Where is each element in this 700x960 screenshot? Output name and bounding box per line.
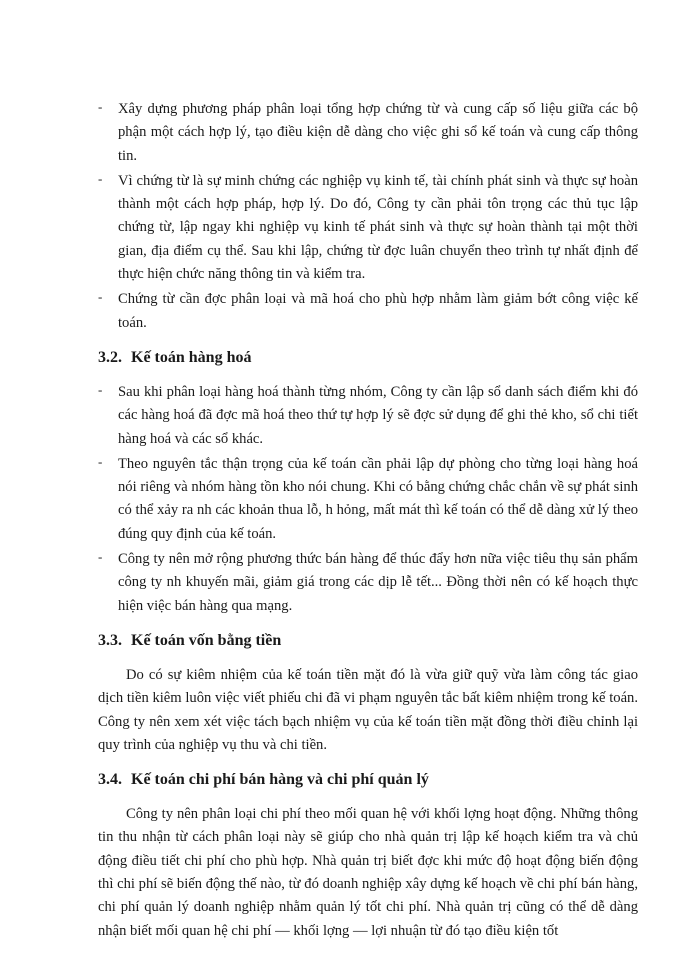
section-number: 3.3. xyxy=(98,631,122,649)
section-title: Kế toán hàng hoá xyxy=(131,348,252,366)
section-title: Kế toán vốn bằng tiền xyxy=(131,631,282,649)
dash-bullet-icon: - xyxy=(98,99,103,114)
list-item: - Xây dựng phương pháp phân loại tổng hợp chứng từ và cung cấp số liệu giữa các bộ phận một cách hợp lý, tạo điều kiện dễ dàng cho việc ghi sổ kế toán và cung cấp thông tin. xyxy=(98,98,638,168)
section-heading-3-3 xyxy=(98,630,638,652)
paragraph-chi-phi: Công ty nên phân loại chi phí theo mối quan hệ với khối lợng hoạt động. Những thông tin thu nhận từ cách phân loại này sẽ giúp cho nhà quản trị lập kế hoạch kiểm tra và chủ động điều tiết chi phí cho phù hợp. Nhà quản trị biết đợc khi mức độ hoạt động biến động thì chi phí sẽ biến động thế nào, từ đó doanh nghiệp xây dựng kế hoạch về chi phí bán hàng, chi phí quản lý doanh nghiệp nhằm quản lý tốt chi phí. Nhà quản trị cũng có thể dễ dàng nhận biết mối quan hệ chi phí — khối lợng — lợi nhuận từ đó tạo điều kiện tốt xyxy=(98,806,638,939)
list-item: - Công ty nên mở rộng phương thức bán hàng để thúc đẩy hơn nữa việc tiêu thụ sản phẩm công ty nh khuyến mãi, giảm giá trong các dịp lễ tết... Đồng thời nên có kế hoạch thực hiện việc bán hàng qua mạng. xyxy=(98,548,638,618)
section-heading-3-4 xyxy=(98,769,638,791)
dash-bullet-icon: - xyxy=(98,453,103,469)
section-heading-3-2 xyxy=(98,347,638,369)
dash-bullet-icon: - xyxy=(98,549,103,565)
section-number: 3.4. xyxy=(98,771,122,789)
dash-bullet-icon: - xyxy=(98,381,103,397)
bullet-list-hang-hoa xyxy=(98,381,638,618)
list-item: - Chứng từ cần đợc phân loại và mã hoá cho phù hợp nhằm làm giảm bớt công việc kế toán. xyxy=(98,288,638,335)
dash-bullet-icon: - xyxy=(98,289,103,305)
section-number: 3.2. xyxy=(98,348,122,366)
list-item: - Sau khi phân loại hàng hoá thành từng nhóm, Công ty cần lập sổ danh sách điểm khi đó các hàng hoá đã đợc mã hoá theo thứ tự hợp lý sẽ đợc sử dụng để ghi thẻ kho, sổ chi tiết hàng hoá và các sổ khác. xyxy=(98,381,638,451)
section-title: Kế toán chi phí bán hàng và chi phí quản lý xyxy=(131,771,429,789)
paragraph-von-bang-tien: Do có sự kiêm nhiệm của kế toán tiền mặt đó là vừa giữ quỹ vừa làm công tác giao dịch tiền kiêm luôn việc viết phiếu chi đã vi phạm nguyên tắc bất kiêm nhiệm trong kế toán. Công ty nên xem xét việc tách bạch nhiệm vụ của kế toán tiền mặt đồng thời điều chỉnh lại quy trình của nghiệp vụ thu và chi tiền. xyxy=(98,666,638,753)
dash-bullet-icon: - xyxy=(98,170,103,186)
bullet-list-chung-tu xyxy=(98,98,638,335)
list-item: - Theo nguyên tắc thận trọng của kế toán cần phải lập dự phòng cho từng loại hàng hoá nói riêng và nhóm hàng tồn kho nói chung. Khi có bằng chứng chắc chắn về sự phát sinh có thể xảy ra nh các khoản thua lỗ, h hỏng, mất mát thì kế toán có thể dễ dàng xử lý theo đúng quy định của kế toán. xyxy=(98,453,638,546)
list-item: - Vì chứng từ là sự minh chứng các nghiệp vụ kinh tế, tài chính phát sinh và thực sự hoàn thành một cách hợp pháp, hợp lý. Do đó, Công ty cần phải tôn trọng các thủ tục lập chứng từ, lập ngay khi nghiệp vụ kinh tế phát sinh và thực sự hoàn thành tại một thời gian, địa điểm cụ thể. Sau khi lập, chứng từ đợc luân chuyển theo trình tự nhất định để thực hiện chức năng thông tin và kiểm tra. xyxy=(98,170,638,286)
